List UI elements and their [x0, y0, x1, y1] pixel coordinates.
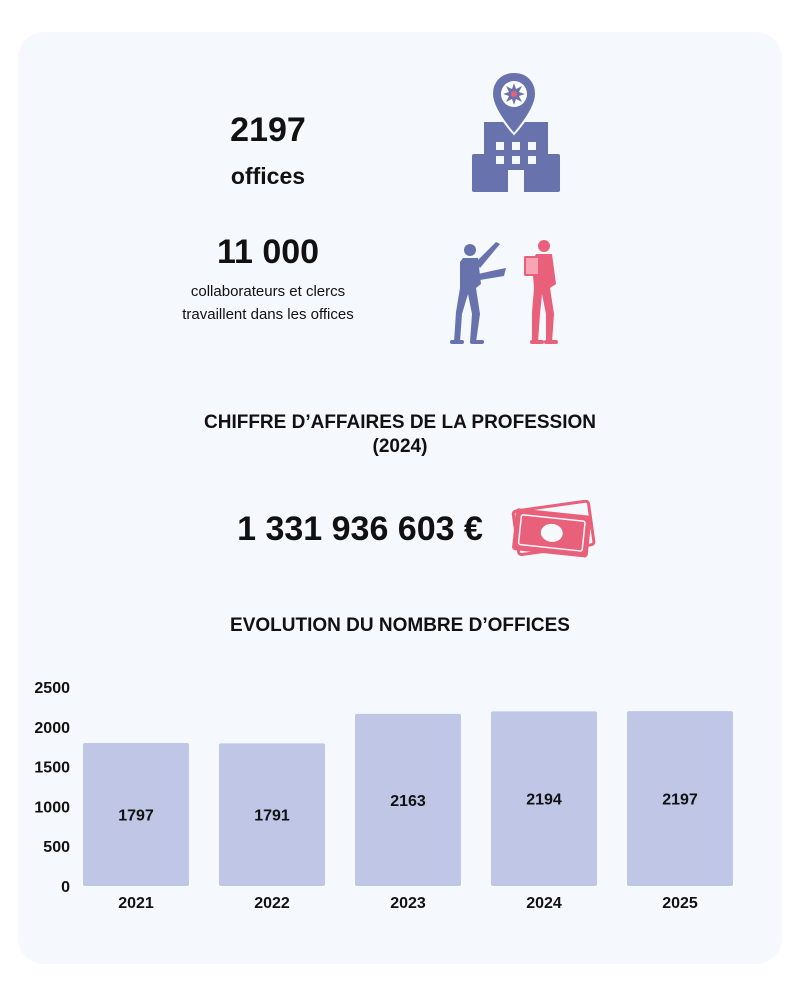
x-tick-label: 2024: [526, 895, 562, 912]
offices-count-label: offices: [230, 163, 306, 189]
y-tick-label: 1500: [34, 759, 70, 777]
y-tick-label: 0: [61, 879, 70, 896]
revenue-heading-line2: (2024): [372, 436, 428, 457]
bars: [83, 711, 733, 886]
bar-value-label: 1791: [254, 807, 290, 825]
bar-value-label: 1797: [118, 807, 154, 825]
banknotes-icon: [508, 500, 598, 562]
y-tick-label: 2500: [34, 680, 70, 697]
building-location-icon: [466, 70, 566, 196]
people-documents-icon: [448, 232, 570, 348]
chart-title: EVOLUTION DU NOMBRE D’OFFICES: [230, 615, 570, 636]
x-tick-label: 2022: [254, 895, 290, 912]
bar-value-label: 2194: [526, 791, 562, 809]
revenue-value: 1 331 936 603 €: [237, 510, 483, 548]
x-tick-label: 2023: [390, 895, 426, 912]
bar-chart: [0, 660, 800, 920]
staff-count: 11 000: [216, 233, 320, 271]
staff-count-label: collaborateurs et clercs travaillent dans les offices: [182, 283, 354, 323]
x-axis: [118, 895, 698, 912]
x-tick-label: 2021: [118, 895, 154, 912]
revenue-heading: [0, 411, 800, 459]
y-tick-label: 500: [43, 839, 70, 857]
bar-value-label: 2163: [390, 792, 426, 810]
y-tick-label: 1000: [34, 799, 70, 817]
revenue-heading-line1: CHIFFRE D’AFFAIRES DE LA PROFESSION: [204, 412, 596, 433]
y-tick-label: 2000: [34, 719, 70, 737]
bar-value-label: 2197: [662, 791, 698, 809]
offices-count: 2197: [230, 111, 306, 149]
x-tick-label: 2025: [662, 895, 698, 912]
y-axis: [34, 680, 70, 896]
